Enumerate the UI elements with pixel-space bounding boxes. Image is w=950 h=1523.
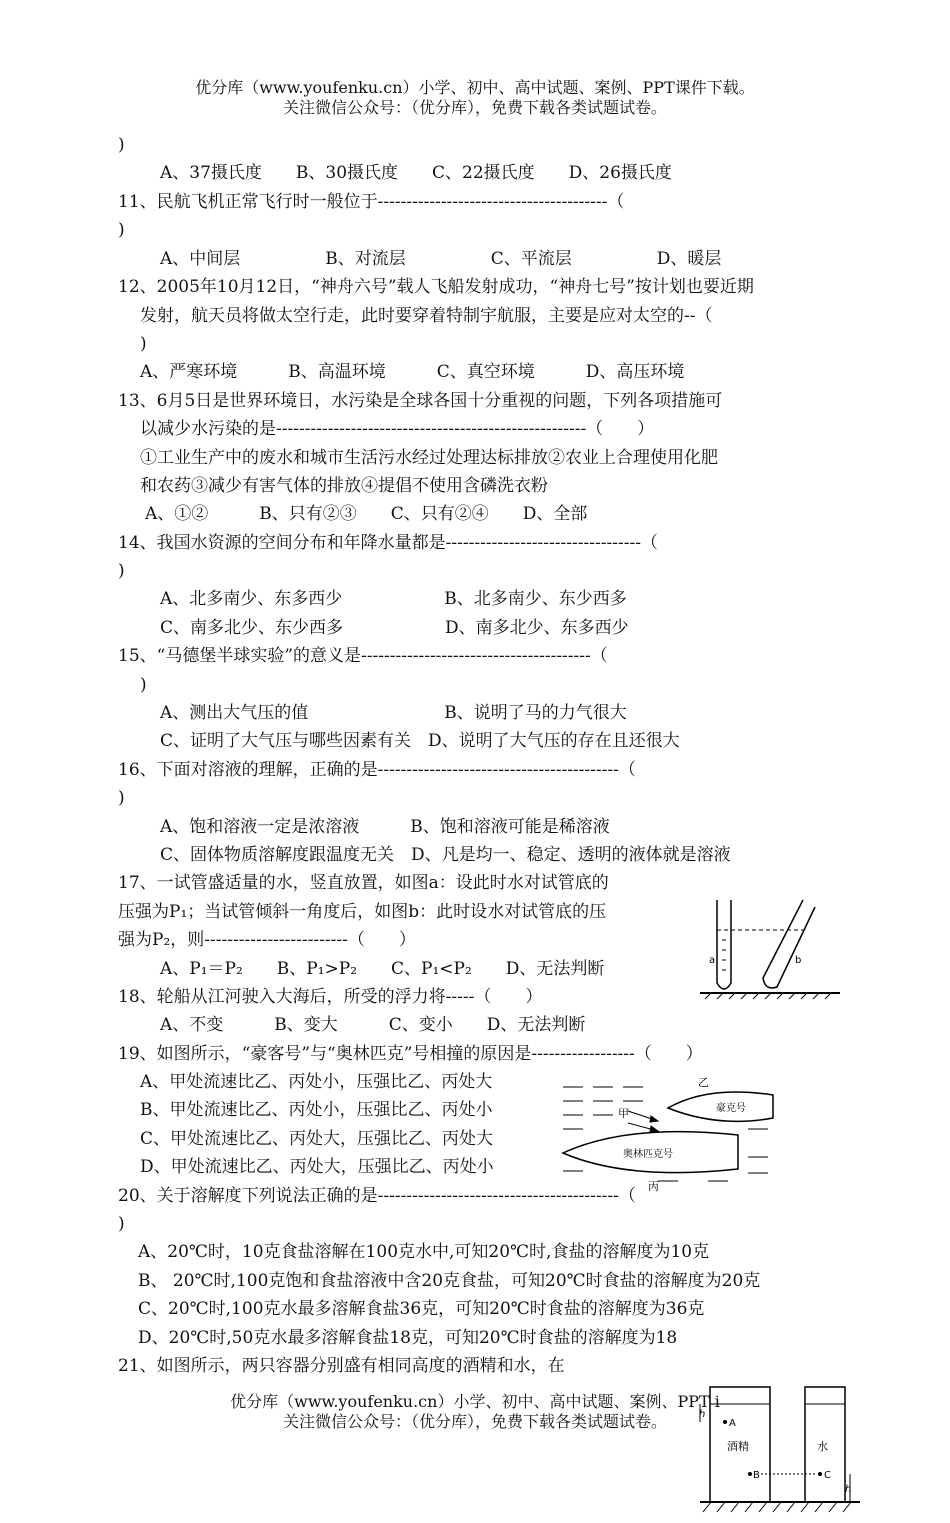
text-line: ) — [118, 561, 125, 581]
ship1-label: 豪克号 — [716, 1103, 746, 1114]
header-line-2: 关注微信公众号：（优分库），免费下载各类试题试卷。 — [282, 98, 667, 117]
liquid2-label: 水 — [817, 1440, 828, 1453]
text-line: D、甲处流速比乙、丙处大，压强比乙、丙处小 — [140, 1157, 494, 1177]
point-a-label: A — [729, 1418, 736, 1429]
text-line: C、甲处流速比乙、丙处大，压强比乙、丙处大 — [140, 1129, 494, 1149]
header-line-1: 优分库（www.youfenku.cn）小学、初中、高中试题、案例、PPT课件下载。 — [195, 78, 755, 97]
text-line: A、严寒环境 B、高温环境 C、真空环境 D、高压环境 — [140, 362, 685, 382]
text-line: ) — [118, 220, 125, 240]
text-line: 强为P₂，则-------------------------（ ） — [118, 930, 416, 950]
text-line: ) — [118, 1214, 125, 1234]
text-line: A、中间层 B、对流层 C、平流层 D、暖层 — [160, 249, 722, 269]
text-line: ) — [118, 135, 125, 155]
point-c-label: C — [824, 1470, 831, 1481]
text-line: A、北多南少、东多西少 B、北多南少、东少西多 — [160, 589, 627, 609]
text-line: A、①② B、只有②③ C、只有②④ D、全部 — [145, 504, 588, 524]
text-line: 和农药③减少有害气体的排放④提倡不使用含磷洗衣粉 — [140, 476, 548, 496]
text-line: C、南多北少、东少西多 D、南多北少、东多西少 — [160, 618, 629, 638]
text-line: A、饱和溶液一定是浓溶液 B、饱和溶液可能是稀溶液 — [160, 817, 610, 837]
text-line: ①工业生产中的废水和城市生活污水经过处理达标排放②农业上合理使用化肥 — [140, 448, 718, 468]
footer-line-1: 优分库（www.youfenku.cn）小学、初中、高中试题、案例、PPT i — [230, 1392, 720, 1411]
ship-collision-figure — [558, 1073, 773, 1191]
h-label-top: h — [699, 1409, 706, 1420]
text-line: B、 20℃时,100克饱和食盐溶液中含20克食盐，可知20℃时食盐的溶解度为20克 — [138, 1271, 761, 1291]
text-line: 压强为P₁；当试管倾斜一角度后，如图b：此时设水对试管底的压 — [118, 902, 607, 922]
text-line: 11、民航飞机正常飞行时一般位于----------------------------------------（ — [118, 192, 625, 212]
text-line: A、20℃时，10克食盐溶解在100克水中,可知20℃时,食盐的溶解度为10克 — [138, 1242, 710, 1262]
text-line: 14、我国水资源的空间分布和年降水量都是----------------------------------（ — [118, 533, 658, 553]
h-label-bottom: h — [845, 1484, 852, 1495]
text-line: 17、一试管盛适量的水，竖直放置，如图a：设此时水对试管底的 — [118, 873, 609, 893]
text-line: 15、“马德堡半球实验”的意义是----------------------------------------（ — [118, 646, 608, 666]
point-b-label: B — [753, 1470, 760, 1481]
text-line: 以减少水污染的是------------------------------------------------------（ ） — [140, 419, 655, 439]
text-line: 21、如图所示，两只容器分别盛有相同高度的酒精和水，在 — [118, 1356, 565, 1376]
text-line: D、20℃时,50克水最多溶解食盐18克，可知20℃时食盐的溶解度为18 — [138, 1328, 678, 1348]
text-line: 19、如图所示，“豪客号”与“奥林匹克”号相撞的原因是------------------（ ） — [118, 1044, 703, 1064]
text-line: A、不变 B、变大 C、变小 D、无法判断 — [160, 1015, 586, 1035]
text-line: A、P₁＝P₂ B、P₁>P₂ C、P₁<P₂ D、无法判断 — [160, 959, 605, 979]
text-line: C、20℃时,100克水最多溶解食盐36克，可知20℃时食盐的溶解度为36克 — [138, 1299, 705, 1319]
text-line: ) — [140, 675, 147, 695]
text-line: A、测出大气压的值 B、说明了马的力气很大 — [160, 703, 627, 723]
region-jia-label: 甲 — [618, 1107, 629, 1120]
text-line: ) — [140, 334, 147, 354]
text-line: ) — [118, 788, 125, 808]
region-yi-label: 乙 — [698, 1076, 709, 1089]
text-line: 13、6月5日是世界环境日，水污染是全球各国十分重视的问题，下列各项措施可 — [118, 391, 723, 411]
text-line: A、37摄氏度 B、30摄氏度 C、22摄氏度 D、26摄氏度 — [160, 163, 672, 183]
tube-a-label: a — [709, 955, 716, 966]
text-line: 发射，航天员将做太空行走，此时要穿着特制宇航服，主要是应对太空的--（ — [140, 306, 713, 326]
test-tube-figure — [695, 895, 845, 1000]
liquid1-label: 酒精 — [727, 1440, 749, 1453]
text-line: B、甲处流速比乙、丙处小，压强比乙、丙处小 — [140, 1100, 493, 1120]
text-line: 18、轮船从江河驶入大海后，所受的浮力将-----（ ） — [118, 987, 543, 1007]
text-line: 12、2005年10月12日，“神舟六号”载人飞船发射成功，“神舟七号”按计划也要近期 — [118, 277, 754, 297]
ship2-label: 奥林匹克号 — [623, 1149, 673, 1160]
text-line: A、甲处流速比乙、丙处小，压强比乙、丙处大 — [140, 1072, 493, 1092]
text-line: C、证明了大气压与哪些因素有关 D、说明了大气压的存在且还很大 — [160, 731, 680, 751]
text-line: 16、下面对溶液的理解，正确的是------------------------------------------（ — [118, 760, 636, 780]
containers-figure — [695, 1382, 865, 1522]
footer-line-2: 关注微信公众号：（优分库），免费下载各类试题试卷。 — [282, 1412, 667, 1431]
tube-b-label: b — [795, 955, 802, 966]
text-line: 20、关于溶解度下列说法正确的是------------------------------------------（ — [118, 1186, 636, 1206]
region-bing-label: 丙 — [648, 1180, 659, 1193]
text-line: C、固体物质溶解度跟温度无关 D、凡是均一、稳定、透明的液体就是溶液 — [160, 845, 731, 865]
